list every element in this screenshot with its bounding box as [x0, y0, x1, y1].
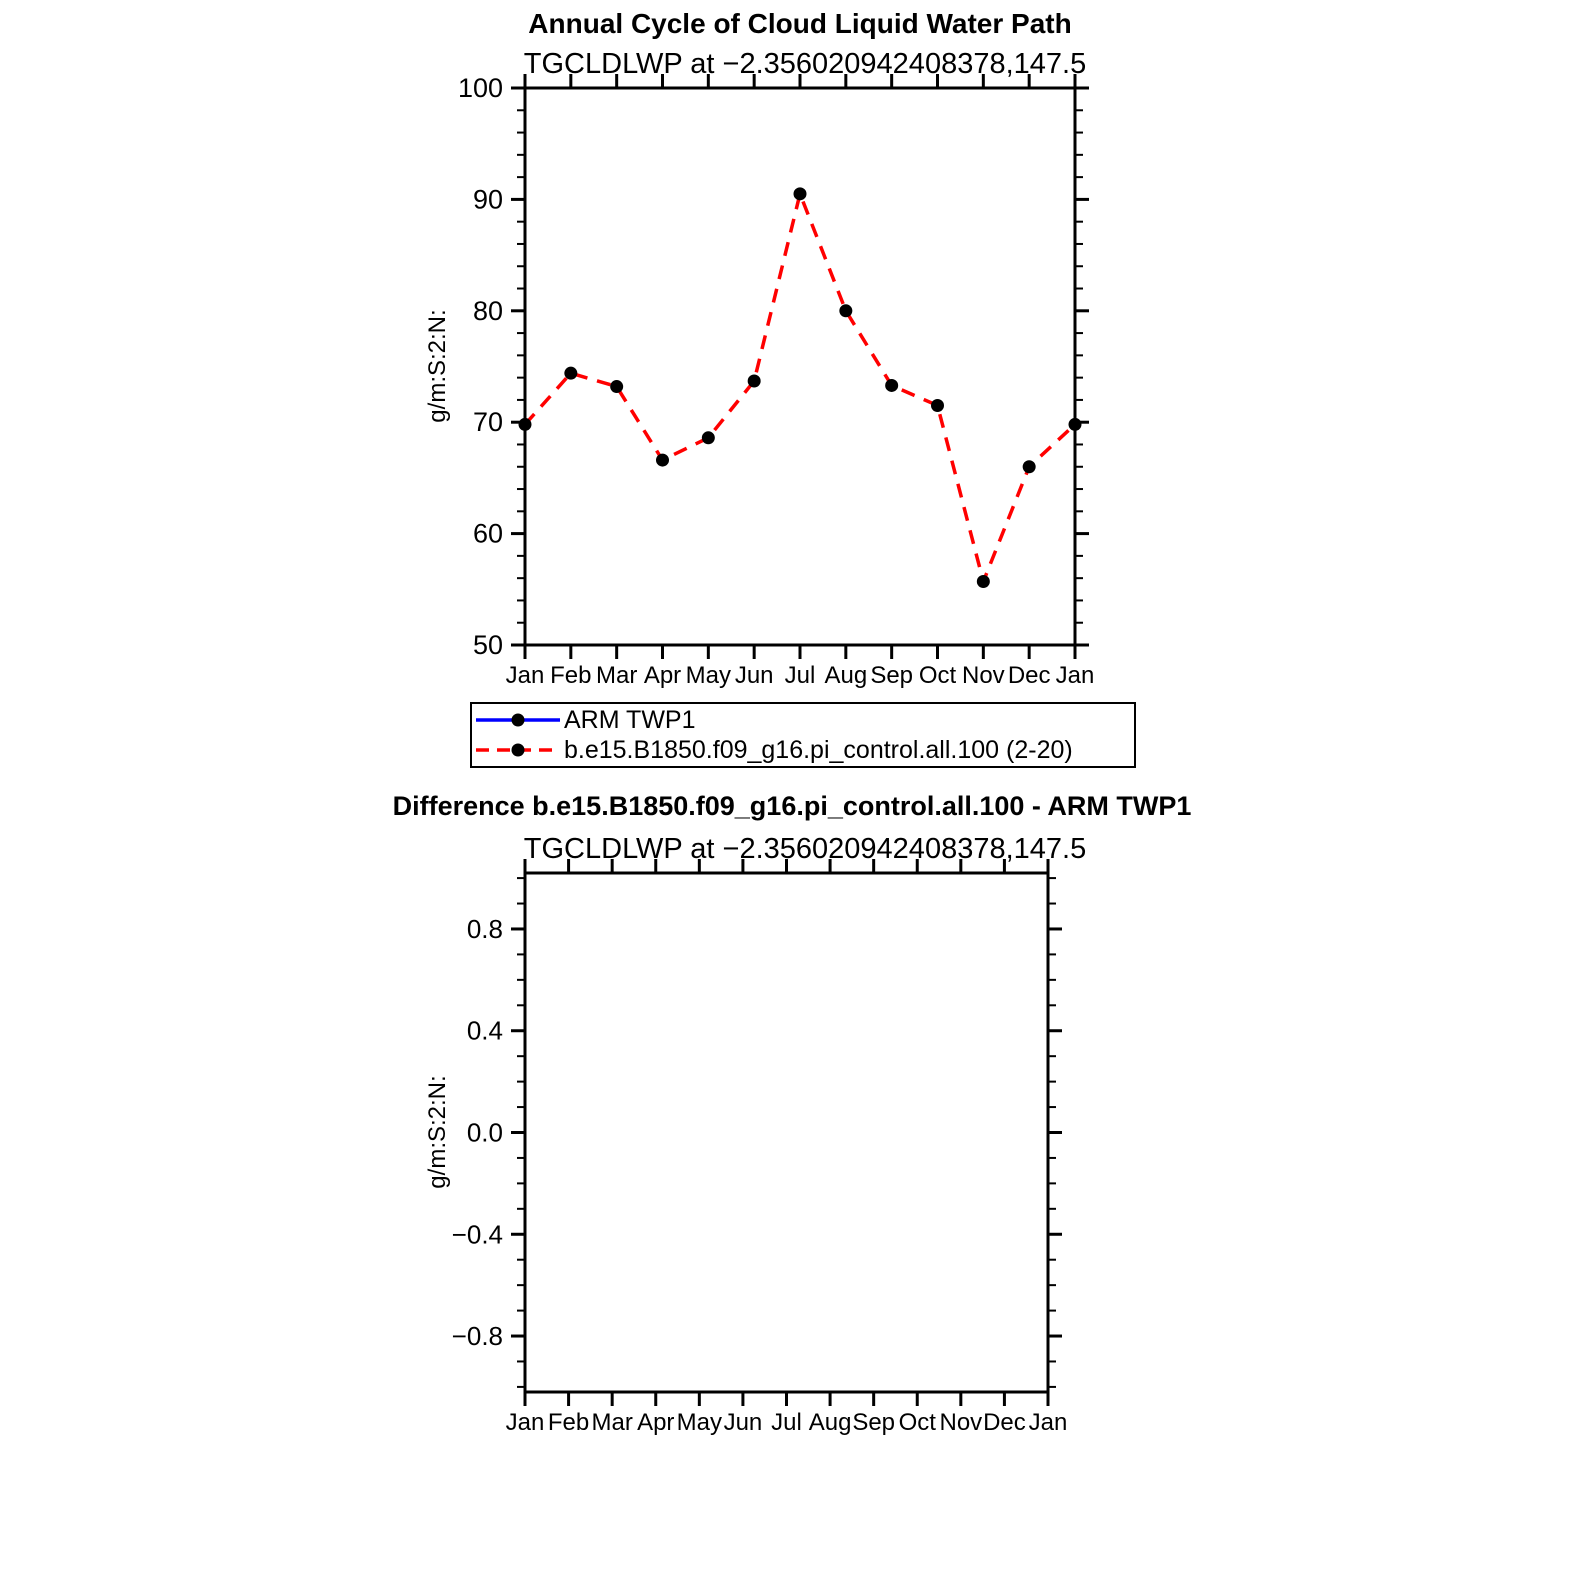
data-point-marker: [610, 380, 623, 393]
y-tick-label: 60: [472, 518, 503, 549]
y-tick-label: 0.4: [466, 1015, 503, 1046]
legend-line-sample-model: [474, 736, 562, 764]
x-tick-label: Oct: [898, 1409, 936, 1436]
x-tick-label: Jun: [723, 1409, 763, 1436]
x-tick-label: Nov: [939, 1409, 983, 1436]
y-tick-label: 50: [472, 630, 503, 660]
x-tick-label: Apr: [637, 1409, 675, 1436]
top-chart-y-axis-label: g/m:S:2:N:: [424, 309, 451, 423]
y-tick-label: −0.8: [451, 1321, 503, 1352]
data-point-marker: [656, 454, 669, 467]
data-point-marker: [1069, 418, 1082, 431]
y-tick-label: 0.8: [466, 913, 503, 944]
data-point-marker: [1023, 460, 1036, 473]
legend-line-sample-arm: [474, 706, 562, 734]
x-tick-label: May: [685, 662, 732, 689]
top-chart-title: Annual Cycle of Cloud Liquid Water Path: [528, 8, 1072, 39]
x-tick-label: Jan: [1055, 662, 1095, 689]
x-tick-label: Jan: [505, 662, 545, 689]
data-point-marker: [931, 399, 944, 412]
x-tick-label: Aug: [824, 662, 868, 689]
bottom-chart-subtitle: TGCLDLWP at −2.356020942408378,147.5: [523, 833, 1087, 865]
legend-marker-model: [512, 744, 525, 757]
data-point-marker: [794, 187, 807, 200]
x-tick-label: Jan: [505, 1409, 545, 1436]
x-tick-label: Sep: [870, 662, 914, 689]
x-tick-label: Oct: [918, 662, 957, 689]
legend-entry-model: [472, 735, 1134, 765]
x-tick-label: Feb: [547, 1409, 590, 1436]
x-tick-label: May: [676, 1409, 723, 1436]
legend-marker-arm: [512, 714, 525, 727]
data-point-marker: [564, 367, 577, 380]
data-point-marker: [519, 418, 532, 431]
top-chart-subtitle: TGCLDLWP at −2.356020942408378,147.5: [523, 48, 1087, 80]
x-tick-label: Dec: [1007, 662, 1051, 689]
x-tick-label: Sep: [852, 1409, 896, 1436]
legend-label-arm: ARM TWP1: [564, 705, 696, 734]
legend-entry-arm-twp1: [472, 705, 1134, 735]
y-tick-label: 80: [472, 295, 503, 326]
x-tick-label: Apr: [643, 662, 682, 689]
legend-label-model: b.e15.B1850.f09_g16.pi_control.all.100 (2-20): [564, 735, 1073, 764]
x-tick-label: Jul: [784, 662, 816, 689]
bottom-chart-y-axis-label: g/m:S:2:N:: [424, 1075, 451, 1189]
legend-box: [470, 702, 1136, 768]
data-point-marker: [885, 379, 898, 392]
data-point-marker: [702, 431, 715, 444]
bottom-chart-title: Difference b.e15.B1850.f09_g16.pi_control.all.100 - ARM TWP1: [392, 791, 1192, 821]
x-tick-label: Mar: [591, 1409, 633, 1436]
data-point-marker: [748, 374, 761, 387]
data-point-marker: [977, 575, 990, 588]
plot-frame: [525, 873, 1048, 1392]
y-tick-label: 70: [472, 407, 503, 438]
series-line: [525, 194, 1075, 582]
x-tick-label: Feb: [550, 662, 592, 689]
x-tick-label: Nov: [961, 662, 1005, 689]
x-tick-label: Jul: [771, 1409, 802, 1436]
y-tick-label: 0.0: [466, 1117, 503, 1148]
y-tick-label: 90: [472, 184, 503, 215]
x-tick-label: Dec: [983, 1409, 1026, 1436]
x-tick-label: Mar: [595, 662, 638, 689]
data-point-marker: [839, 304, 852, 317]
y-tick-label: −0.4: [451, 1219, 503, 1250]
x-tick-label: Jan: [1028, 1409, 1068, 1436]
y-tick-label: 100: [457, 73, 503, 103]
x-tick-label: Jun: [734, 662, 774, 689]
x-tick-label: Aug: [808, 1409, 852, 1436]
